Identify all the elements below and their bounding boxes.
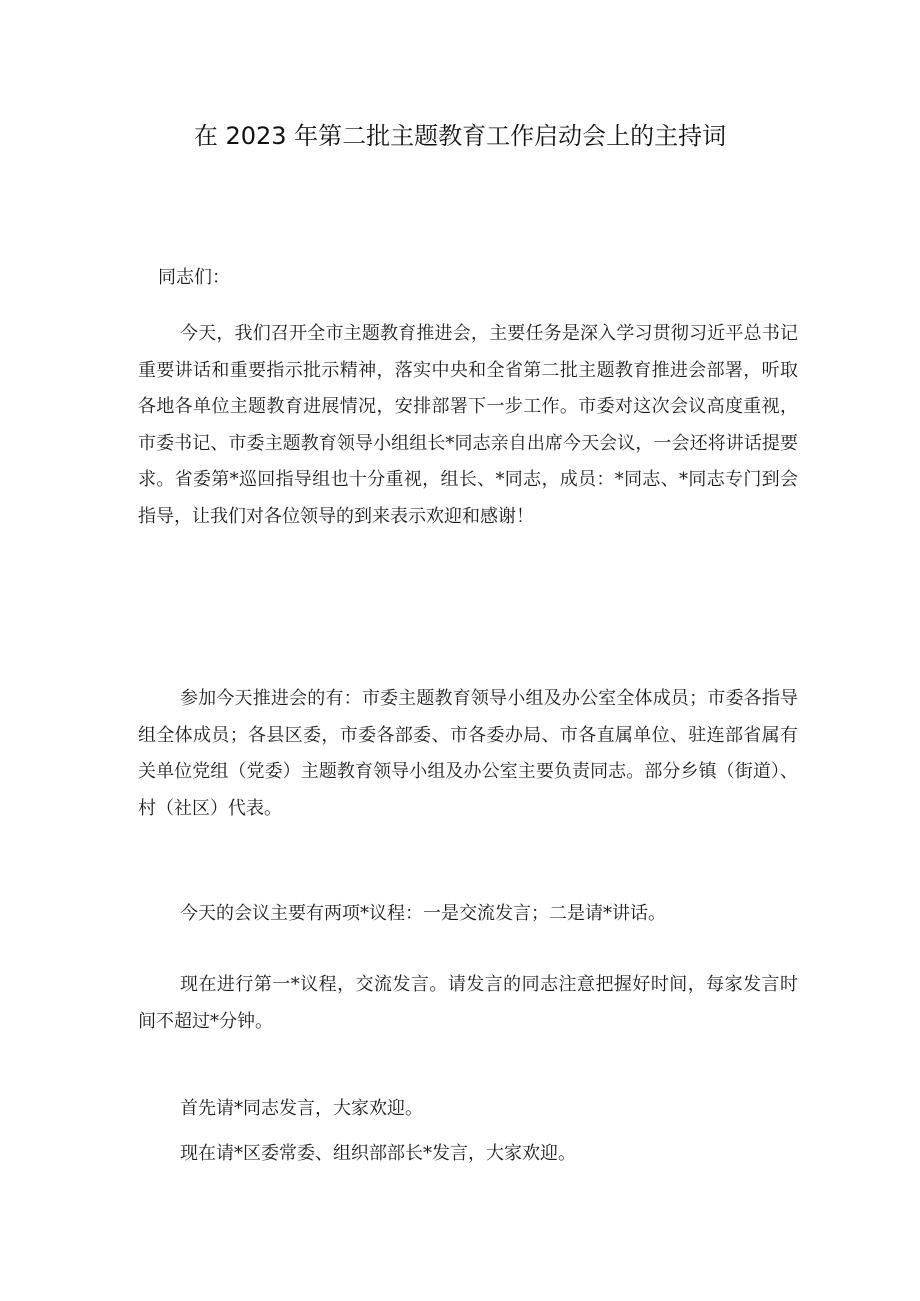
salutation: 同志们： — [158, 267, 230, 288]
line-first-speaker: 首先请*同志发言，大家欢迎。 — [180, 1098, 423, 1119]
document-title: 在 2023 年第二批主题教育工作启动会上的主持词 — [193, 122, 727, 150]
paragraph-attendees: 参加今天推进会的有：市委主题教育领导小组及办公室全体成员；市委各指导组全体成员；各县区委，市委各部委、市各委办局、市各直属单位、驻连部省属有关单位党组（党委）主题教育领导小组及办公室主要负责同志。部分乡镇（街道）、村（社区）代表。 — [138, 688, 798, 819]
paragraph-first-item: 现在进行第一*议程，交流发言。请发言的同志注意把握好时间，每家发言时间不超过*分钟。 — [138, 974, 798, 1032]
paragraph-opening: 今天，我们召开全市主题教育推进会，主要任务是深入学习贯彻习近平总书记重要讲话和重要指示批示精神，落实中央和全省第二批主题教育推进会部署，听取各地各单位主题教育进展情况，安排部署下一步工作。市委对这次会议高度重视，市委书记、市委主题教育领导小组组长*同志亲自出席今天会议，一会还将讲话提要求。省委第*巡回指导组也十分重视，组长、*同志，成员：*同志、*同志专门到会指导，让我们对各位领导的到来表示欢迎和感谢！ — [138, 323, 798, 527]
line-second-speaker: 现在请*区委常委、组织部部长*发言，大家欢迎。 — [180, 1143, 576, 1164]
paragraph-agenda: 今天的会议主要有两项*议程：一是交流发言；二是请*讲话。 — [180, 903, 666, 924]
